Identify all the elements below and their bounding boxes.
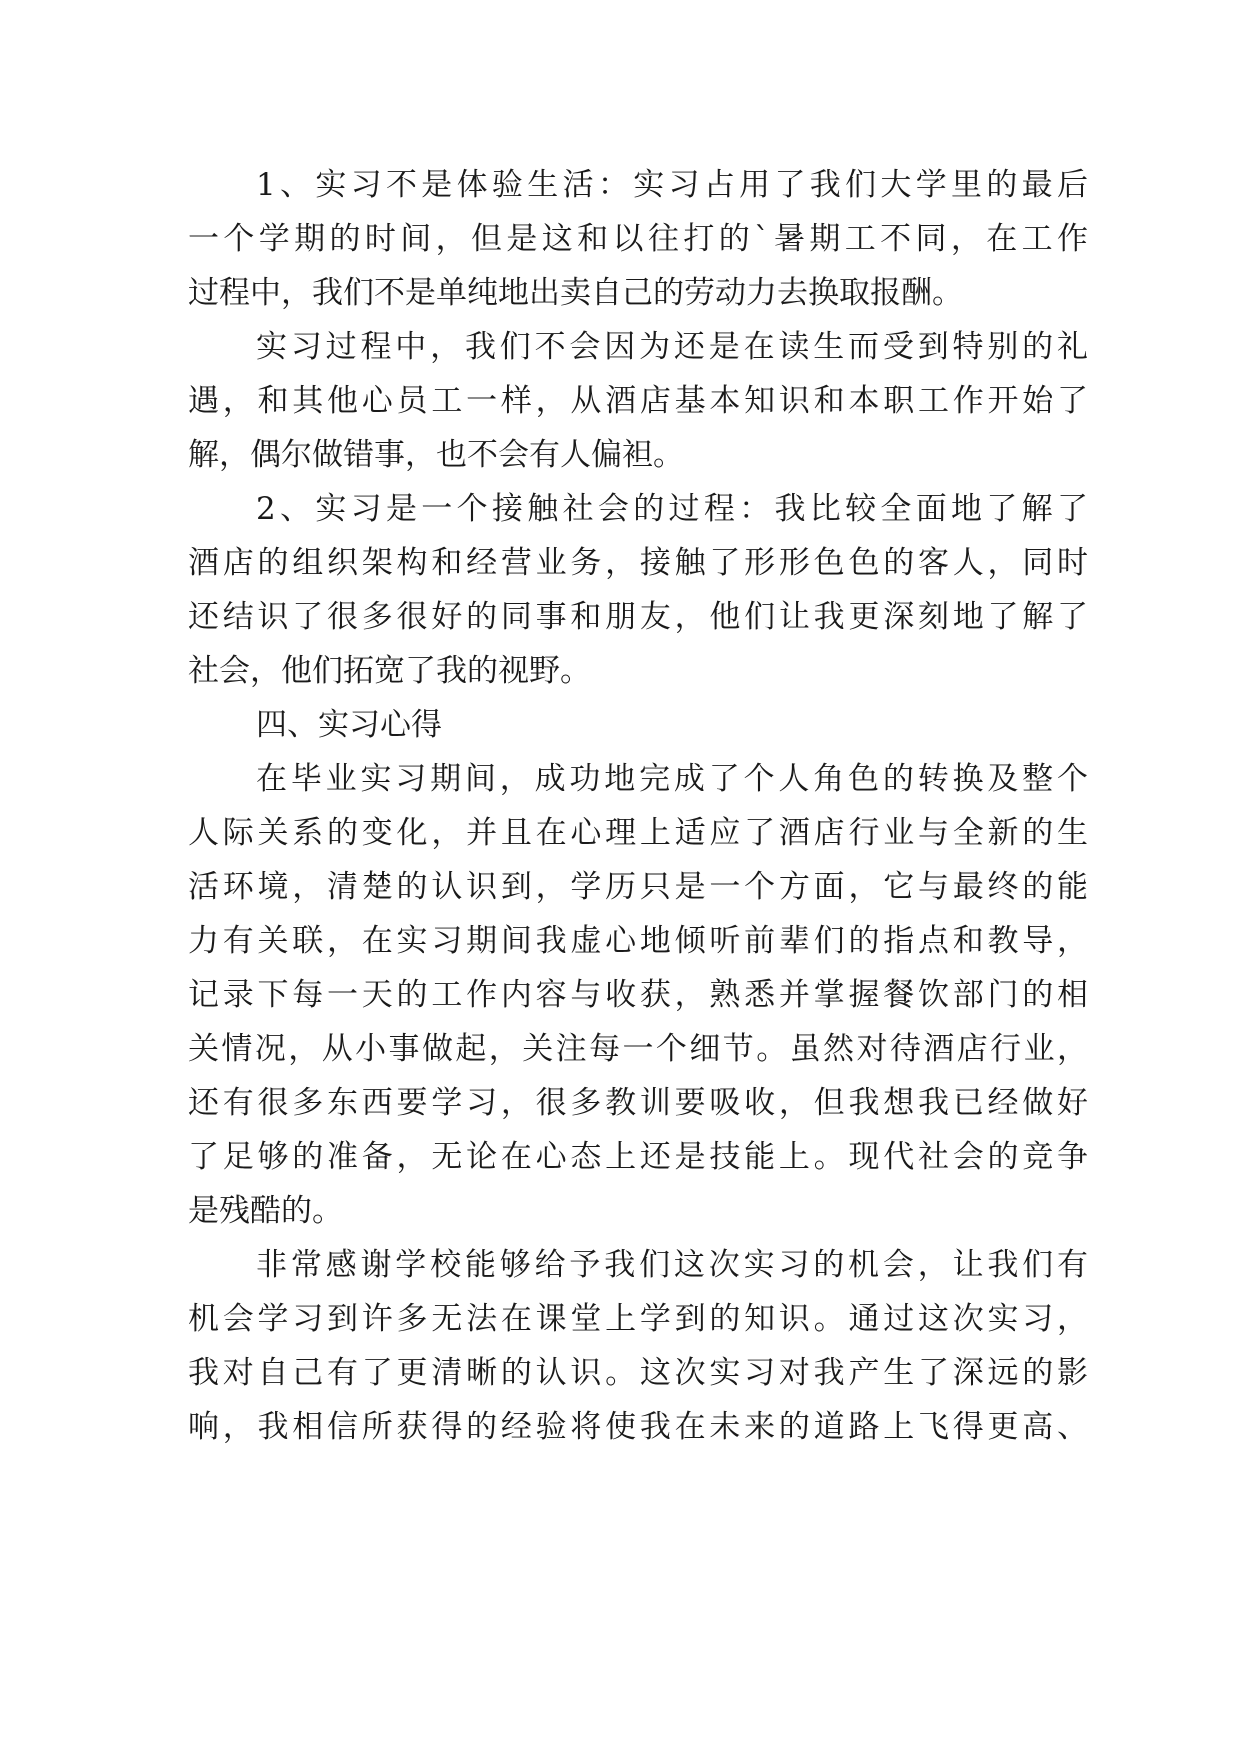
- paragraph-line: 1、实习不是体验生活：实习占用了我们大学里的最后: [256, 167, 1088, 203]
- paragraph-line: 机会学习到许多无法在课堂上学到的知识。通过这次实习，: [188, 1301, 1088, 1337]
- paragraph-line: 还有很多东西要学习，很多教训要吸收，但我想我已经做好: [188, 1085, 1088, 1121]
- paragraph-line: 关情况，从小事做起，关注每一个细节。虽然对待酒店行业，: [188, 1031, 1088, 1067]
- paragraph-line: 我对自己有了更清晰的认识。这次实习对我产生了深远的影: [188, 1355, 1088, 1391]
- paragraph-line: 还结识了很多很好的同事和朋友，他们让我更深刻地了解了: [188, 599, 1088, 635]
- paragraph-line: 记录下每一天的工作内容与收获，熟悉并掌握餐饮部门的相: [188, 977, 1088, 1013]
- paragraph-line: 2、实习是一个接触社会的过程：我比较全面地了解了: [256, 491, 1088, 527]
- paragraph-line: 响，我相信所获得的经验将使我在未来的道路上飞得更高、: [188, 1409, 1088, 1445]
- section-heading: 四、实习心得: [256, 707, 442, 743]
- paragraph-line: 活环境，清楚的认识到，学历只是一个方面，它与最终的能: [188, 869, 1088, 905]
- paragraph-line: 非常感谢学校能够给予我们这次实习的机会，让我们有: [256, 1247, 1088, 1283]
- paragraph-line: 解，偶尔做错事，也不会有人偏袒。: [188, 437, 684, 473]
- paragraph-line: 一个学期的时间，但是这和以往打的`暑期工不同，在工作: [188, 221, 1088, 257]
- paragraph-line: 过程中，我们不是单纯地出卖自己的劳动力去换取报酬。: [188, 275, 963, 311]
- paragraph-line: 了足够的准备，无论在心态上还是技能上。现代社会的竞争: [188, 1139, 1088, 1175]
- paragraph-line: 是残酷的。: [188, 1193, 343, 1229]
- paragraph-line: 力有关联，在实习期间我虚心地倾听前辈们的指点和教导，: [188, 923, 1088, 959]
- paragraph-line: 人际关系的变化，并且在心理上适应了酒店行业与全新的生: [188, 815, 1088, 851]
- paragraph-line: 酒店的组织架构和经营业务，接触了形形色色的客人，同时: [188, 545, 1088, 581]
- paragraph-line: 实习过程中，我们不会因为还是在读生而受到特别的礼: [256, 329, 1088, 365]
- paragraph-line: 遇，和其他心员工一样，从酒店基本知识和本职工作开始了: [188, 383, 1088, 419]
- paragraph-line: 社会，他们拓宽了我的视野。: [188, 653, 591, 689]
- paragraph-line: 在毕业实习期间，成功地完成了个人角色的转换及整个: [256, 761, 1088, 797]
